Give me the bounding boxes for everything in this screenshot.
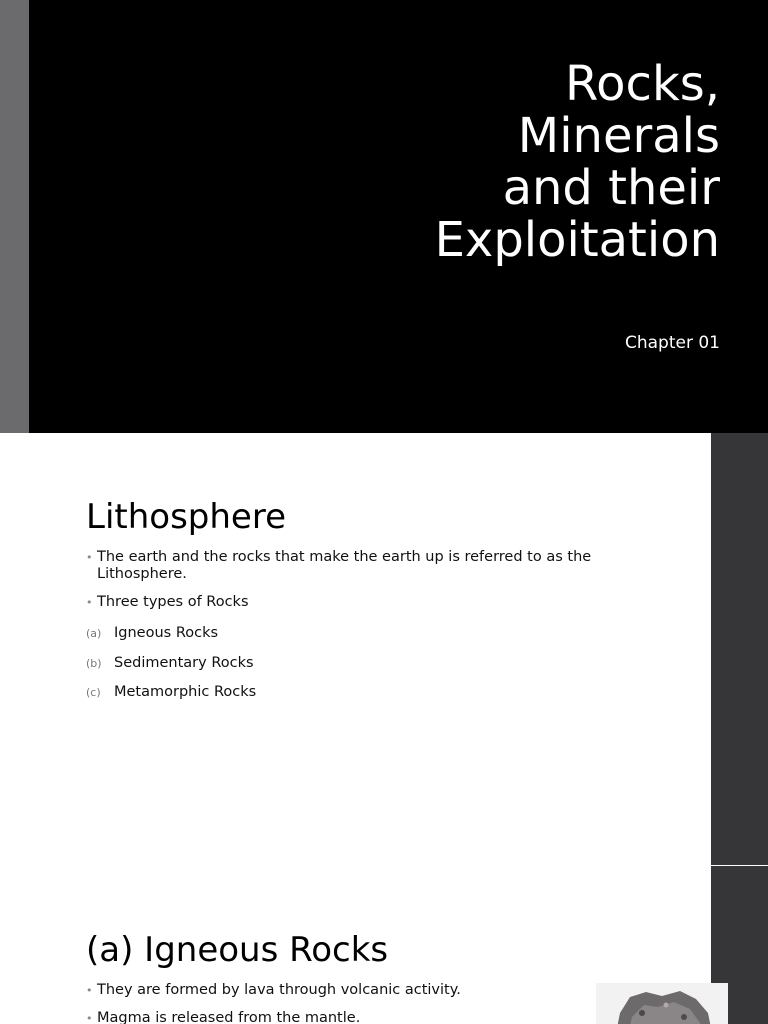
list-marker: (c)	[86, 686, 101, 699]
bullet-text: Magma is released from the mantle.	[97, 1010, 361, 1024]
bullet-dot-icon: •	[86, 551, 93, 564]
bullet-list	[86, 982, 626, 1024]
title-line: Rocks,	[564, 56, 720, 112]
bullet-text: The earth and the rocks that make the earth up is referred to as the Lithosphere.	[97, 549, 592, 582]
slide-heading: Lithosphere	[86, 497, 286, 537]
bullet-list	[86, 549, 626, 622]
title-line: and their	[502, 160, 720, 216]
presentation-title	[435, 58, 720, 266]
slide-side-bar	[711, 433, 768, 865]
list-marker: (b)	[86, 656, 102, 670]
igneous-rock-image	[596, 983, 728, 1024]
list-item	[86, 982, 626, 999]
rock-photo-icon	[596, 983, 728, 1024]
bullet-dot-icon: •	[86, 984, 93, 997]
lithosphere-slide	[0, 433, 768, 865]
title-line: Exploitation	[434, 212, 720, 268]
title-line: Minerals	[517, 108, 720, 164]
rock-type-label: Metamorphic Rocks	[114, 684, 257, 700]
list-item	[86, 1010, 626, 1024]
bullet-dot-icon: •	[86, 1012, 93, 1024]
list-item	[86, 594, 626, 611]
title-accent-stripe	[0, 0, 29, 433]
slide-heading: (a) Igneous Rocks	[86, 930, 389, 970]
title-slide	[0, 0, 768, 433]
bullet-dot-icon: •	[86, 596, 93, 609]
list-item	[86, 549, 626, 583]
igneous-slide	[0, 866, 768, 1024]
chapter-subtitle: Chapter 01	[624, 333, 720, 353]
bullet-text: They are formed by lava through volcanic activity.	[97, 982, 461, 998]
rock-type-label: Igneous Rocks	[114, 625, 219, 641]
bullet-text: Three types of Rocks	[97, 594, 249, 610]
rock-type-label: Sedimentary Rocks	[114, 654, 254, 671]
list-marker: (a)	[86, 627, 102, 640]
